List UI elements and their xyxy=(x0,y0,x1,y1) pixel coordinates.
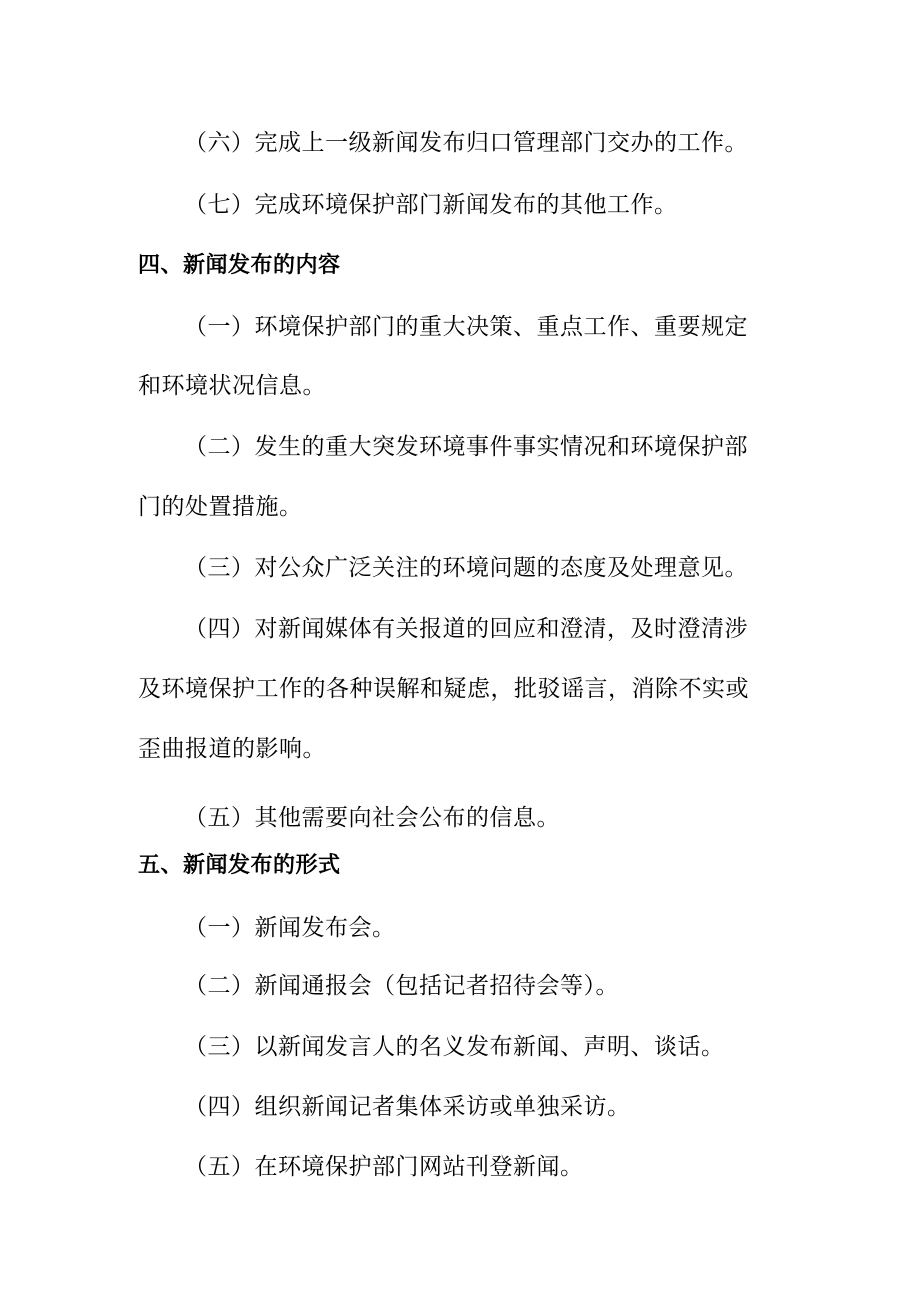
paragraph-content-5: （五）其他需要向社会公布的信息。 xyxy=(184,805,560,831)
paragraph-content-1-line-1: （一）环境保护部门的重大决策、重点工作、重要规定 xyxy=(184,314,748,340)
paragraph-content-4-line-3: 歪曲报道的影响。 xyxy=(138,736,326,762)
paragraph-content-4-line-1: （四）对新闻媒体有关报道的回应和澄清，及时澄清涉 xyxy=(184,616,748,642)
paragraph-item-6-duties: （六）完成上一级新闻发布归口管理部门交办的工作。 xyxy=(184,130,748,156)
section-heading-content: 四、新闻发布的内容 xyxy=(138,253,341,278)
paragraph-forms-5: （五）在环境保护部门网站刊登新闻。 xyxy=(184,1154,584,1180)
paragraph-forms-2: （二）新闻通报会（包括记者招待会等）。 xyxy=(184,973,619,999)
paragraph-content-3: （三）对公众广泛关注的环境问题的态度及处理意见。 xyxy=(184,555,748,581)
paragraph-item-7-duties: （七）完成环境保护部门新闻发布的其他工作。 xyxy=(184,192,678,218)
paragraph-forms-4: （四）组织新闻记者集体采访或单独采访。 xyxy=(184,1094,631,1120)
paragraph-content-2-line-1: （二）发生的重大突发环境事件事实情况和环境保护部 xyxy=(184,434,748,460)
paragraph-forms-3: （三）以新闻发言人的名义发布新闻、声明、谈话。 xyxy=(184,1034,725,1060)
section-heading-forms: 五、新闻发布的形式 xyxy=(138,853,341,878)
paragraph-content-1-line-2: 和环境状况信息。 xyxy=(138,373,326,399)
paragraph-forms-1: （一）新闻发布会。 xyxy=(184,915,396,941)
paragraph-content-4-line-2: 及环境保护工作的各种误解和疑虑，批驳谣言，消除不实或 xyxy=(138,676,749,702)
paragraph-content-2-line-2: 门的处置措施。 xyxy=(138,494,303,520)
